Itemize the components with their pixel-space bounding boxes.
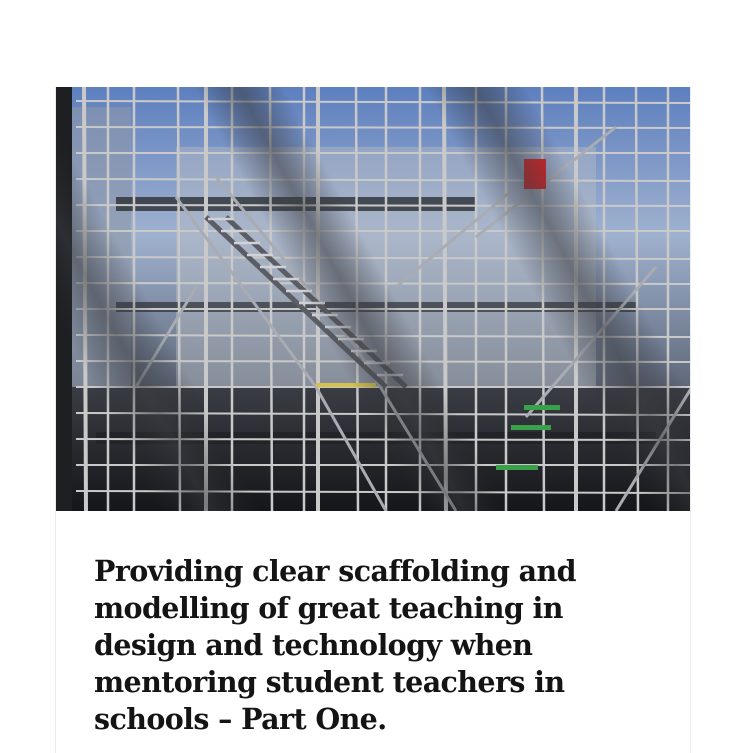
scaffolding-photo [56, 87, 691, 511]
green-step-2 [511, 425, 551, 430]
green-step-3 [496, 465, 538, 470]
scaffold-ledger [76, 127, 691, 128]
post-title[interactable]: Providing clear scaffolding and modelling of great teaching in design and technology when mentoring student teachers in schools – Part One. [94, 554, 576, 736]
featured-image[interactable] [56, 87, 691, 511]
green-step-1 [524, 405, 560, 410]
scaffold-ledger [76, 205, 691, 206]
post-card[interactable] [55, 87, 691, 753]
